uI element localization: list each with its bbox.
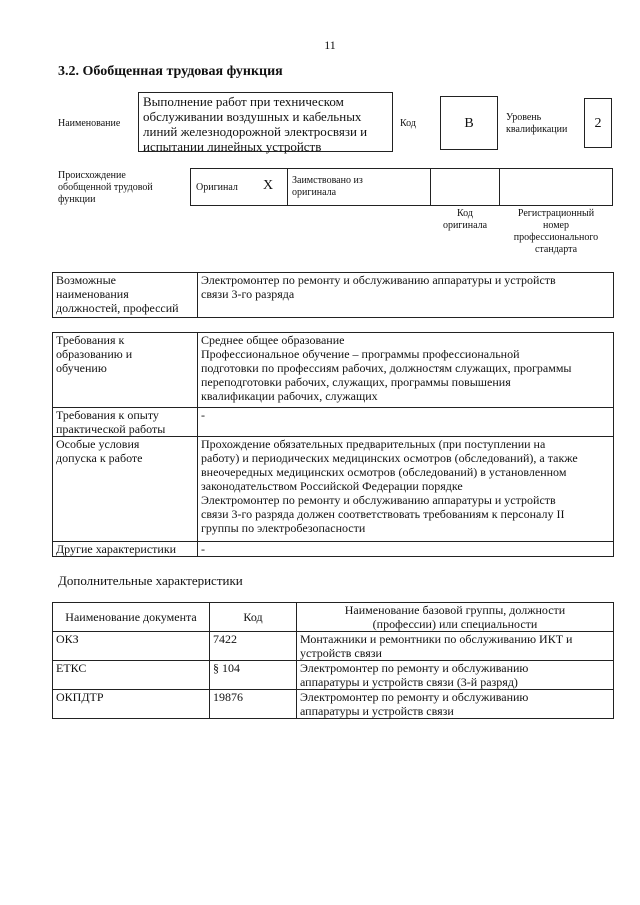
additional-characteristics-table: [52, 602, 614, 719]
name-label: Наименование: [58, 118, 121, 129]
table-row: [53, 437, 614, 542]
registration-number-caption: Регистрационный номер профессионального стандарта: [513, 208, 599, 255]
code-label: Код: [400, 118, 416, 129]
table-row: [53, 542, 614, 557]
original-code-cell: [430, 168, 500, 206]
experience-requirements-value: -: [198, 408, 614, 437]
positions-value: Электромонтер по ремонту и обслуживанию аппаратуры и устройств связи 3-го разряда: [198, 273, 614, 318]
admission-conditions-value: Прохождение обязательных предварительных (при поступлении на работу) и периодических медицинских осмотров (обследований), а также внеочередных медицинских осмотров (обследований) в установленном законодательством Российской Федерации порядке Электромонтер по ремонту и обслуживанию аппаратуры и устройств связи 3-го разряда должен соответствовать требованиям к персоналу II группы по электробезопасности: [198, 437, 614, 542]
requirements-table: [52, 332, 614, 557]
base-group-cell: Электромонтер по ремонту и обслуживанию аппаратуры и устройств связи (3-й разряд): [297, 661, 614, 690]
document-cell: ЕТКС: [53, 661, 210, 690]
column-header-code: Код: [210, 603, 297, 632]
origin-label: Происхождение обобщенной трудовой функции: [58, 170, 153, 205]
admission-conditions-label: Особые условия допуска к работе: [53, 437, 198, 542]
table-row: [53, 690, 614, 719]
original-label: Оригинал: [196, 182, 238, 193]
page-number: 11: [324, 38, 336, 52]
code-value-box: B: [440, 96, 498, 150]
qualification-level-box: 2: [584, 98, 612, 148]
document-cell: ОКЗ: [53, 632, 210, 661]
additional-characteristics-title: Дополнительные характеристики: [58, 573, 243, 588]
base-group-cell: Электромонтер по ремонту и обслуживанию аппаратуры и устройств связи: [297, 690, 614, 719]
education-requirements-value: Среднее общее образование Профессиональное обучение – программы профессиональной подготовки по профессиям рабочих, должностям служащих, программы переподготовки рабочих, служащих, программы повышения квалификации рабочих, служащих: [198, 333, 614, 408]
qualification-level-label: Уровень квалификации: [506, 112, 568, 135]
positions-label: Возможные наименования должностей, профессий: [53, 273, 198, 318]
table-row: [53, 273, 614, 318]
education-requirements-label: Требования к образованию и обучению: [53, 333, 198, 408]
code-cell: 19876: [210, 690, 297, 719]
other-characteristics-label: Другие характеристики: [53, 542, 198, 557]
original-cell: [190, 168, 288, 206]
column-header-document: Наименование документа: [53, 603, 210, 632]
original-mark: X: [263, 178, 274, 193]
table-row: [53, 333, 614, 408]
code-cell: 7422: [210, 632, 297, 661]
code-cell: § 104: [210, 661, 297, 690]
table-row: [53, 632, 614, 661]
borrowed-cell: Заимствовано из оригинала: [287, 168, 431, 206]
experience-requirements-label: Требования к опыту практической работы: [53, 408, 198, 437]
registration-number-cell: [499, 168, 613, 206]
function-name-box: Выполнение работ при техническом обслуживании воздушных и кабельных линий железнодорожной электросвязи и испытании линейных устройств: [138, 92, 393, 152]
column-header-base-group: Наименование базовой группы, должности (профессии) или специальности: [297, 603, 614, 632]
positions-table: [52, 272, 614, 318]
document-cell: ОКПДТР: [53, 690, 210, 719]
table-row: [53, 408, 614, 437]
other-characteristics-value: -: [198, 542, 614, 557]
original-code-caption: Код оригинала: [442, 208, 488, 231]
table-header-row: [53, 603, 614, 632]
section-title: 3.2. Обобщенная трудовая функция: [58, 64, 283, 79]
table-row: [53, 661, 614, 690]
base-group-cell: Монтажники и ремонтники по обслуживанию ИКТ и устройств связи: [297, 632, 614, 661]
